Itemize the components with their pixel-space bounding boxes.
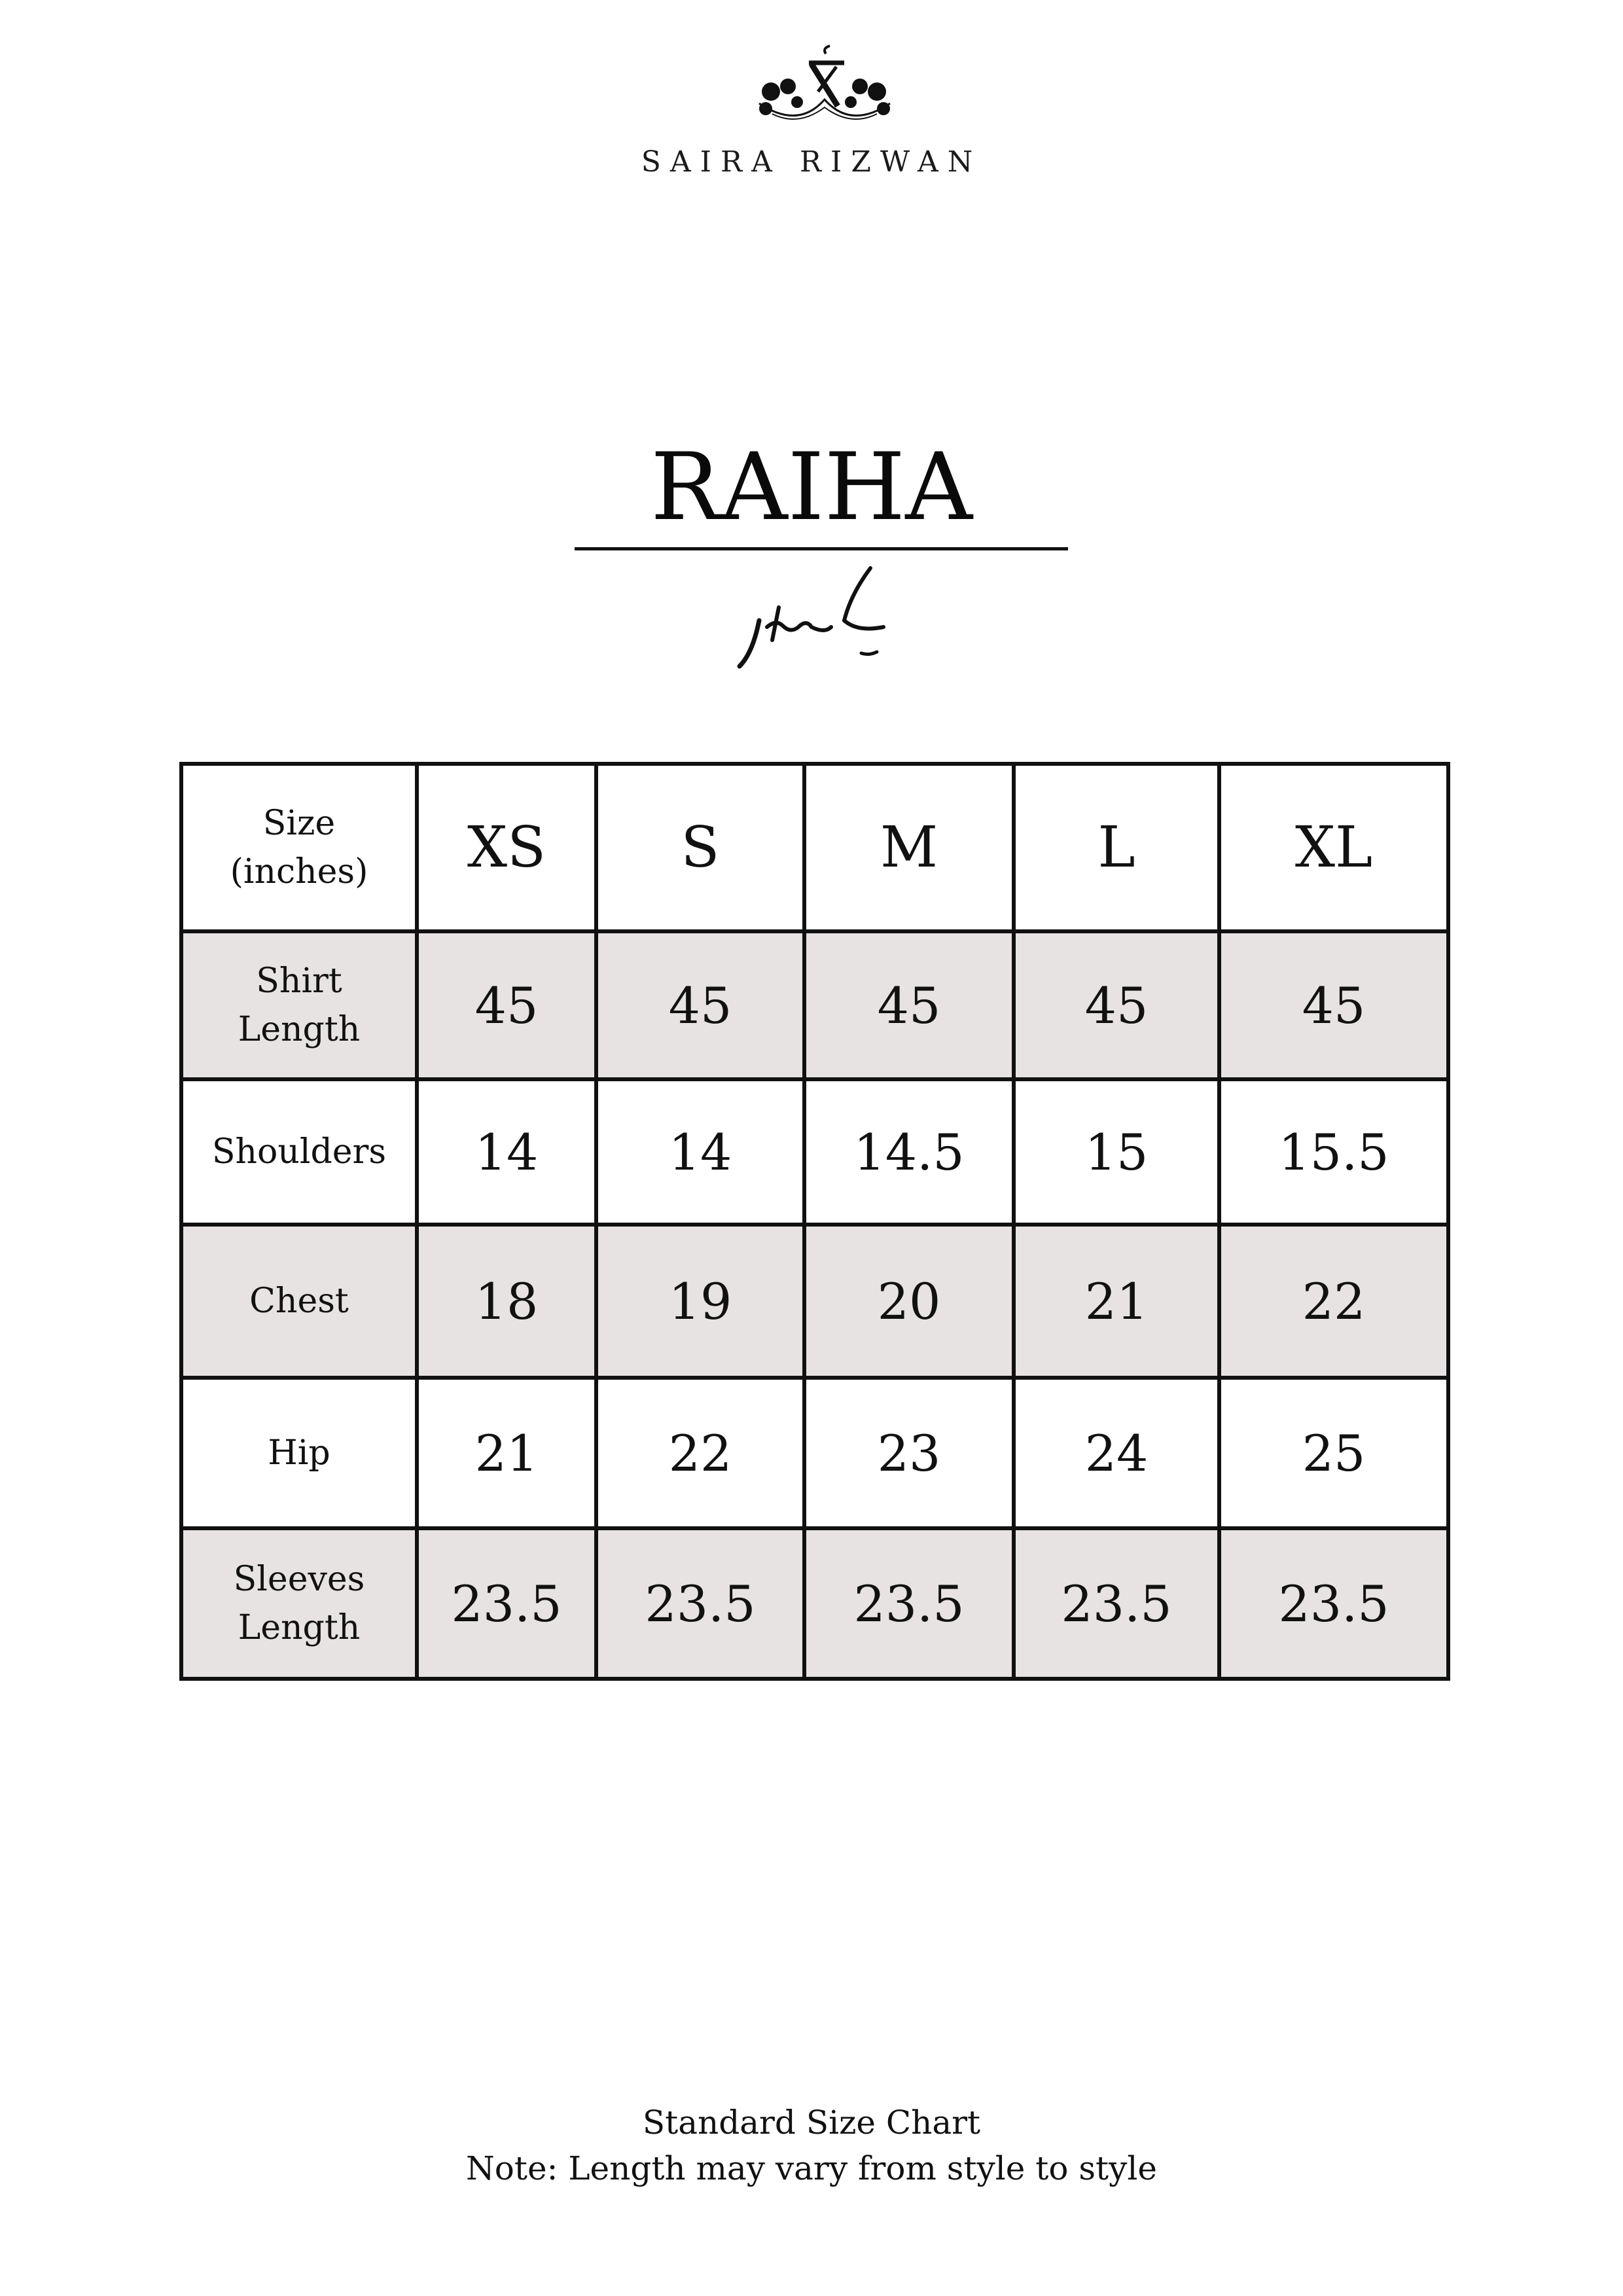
- urdu-calligraphy-mark: [720, 555, 916, 686]
- row-label-chest: [181, 1225, 417, 1378]
- brand-name: SAIRA RIZWAN: [641, 145, 982, 179]
- table-cell: 14: [417, 1079, 596, 1225]
- column-header-m: M: [804, 764, 1014, 931]
- footer-note: Note: Length may vary from style to style: [466, 2149, 1157, 2187]
- row-label-line: Length: [238, 1608, 361, 1647]
- row-label-sleeves-length: [181, 1528, 417, 1679]
- page-title: RAIHA: [651, 433, 972, 541]
- row-label-line: Shirt: [256, 961, 342, 1001]
- table-cell: 19: [596, 1225, 804, 1378]
- table-cell: 25: [1219, 1378, 1448, 1528]
- title-divider: [575, 547, 1068, 550]
- row-label-line: Sleeves: [233, 1560, 365, 1599]
- column-header-xs: XS: [417, 764, 596, 931]
- table-cell: 22: [596, 1378, 804, 1528]
- header-label-line: (inches): [230, 852, 368, 891]
- row-label-hip: [181, 1378, 417, 1528]
- row-label-shirt-length: [181, 931, 417, 1079]
- table-cell: 45: [1219, 931, 1448, 1079]
- footer-chart-label: Standard Size Chart: [642, 2104, 981, 2142]
- table-cell: 14: [596, 1079, 804, 1225]
- table-row: [181, 1079, 1448, 1225]
- header-size-label: [181, 764, 417, 931]
- table-cell: 23.5: [804, 1528, 1014, 1679]
- table-row: [181, 1378, 1448, 1528]
- column-header-s: S: [596, 764, 804, 931]
- table-cell: 23.5: [417, 1528, 596, 1679]
- table-cell: 20: [804, 1225, 1014, 1378]
- table-cell: 22: [1219, 1225, 1448, 1378]
- table-cell: 45: [1014, 931, 1219, 1079]
- table-cell: 18: [417, 1225, 596, 1378]
- column-header-l: L: [1014, 764, 1219, 931]
- table-cell: 23: [804, 1378, 1014, 1528]
- row-label-line: Shoulders: [211, 1132, 387, 1172]
- table-cell: 45: [804, 931, 1014, 1079]
- row-label-line: Length: [238, 1010, 361, 1049]
- table-cell: 15: [1014, 1079, 1219, 1225]
- size-chart-table: [179, 762, 1450, 1681]
- table-cell: 24: [1014, 1378, 1219, 1528]
- row-label-line: Hip: [268, 1433, 330, 1473]
- row-label-shoulders: [181, 1079, 417, 1225]
- table-cell: 14.5: [804, 1079, 1014, 1225]
- table-row: [181, 931, 1448, 1079]
- row-label-line: Chest: [249, 1282, 349, 1321]
- table-row: [181, 1528, 1448, 1679]
- table-cell: 23.5: [1219, 1528, 1448, 1679]
- table-cell: 21: [1014, 1225, 1219, 1378]
- table-cell: 45: [417, 931, 596, 1079]
- table-cell: 45: [596, 931, 804, 1079]
- header-label-line: Size: [262, 804, 336, 843]
- table-cell: 15.5: [1219, 1079, 1448, 1225]
- table-header-row: [181, 764, 1448, 931]
- table-cell: 21: [417, 1378, 596, 1528]
- floral-monogram-logo-icon: [746, 41, 903, 139]
- table-row: [181, 1225, 1448, 1378]
- table-cell: 23.5: [1014, 1528, 1219, 1679]
- table-cell: 23.5: [596, 1528, 804, 1679]
- column-header-xl: XL: [1219, 764, 1448, 931]
